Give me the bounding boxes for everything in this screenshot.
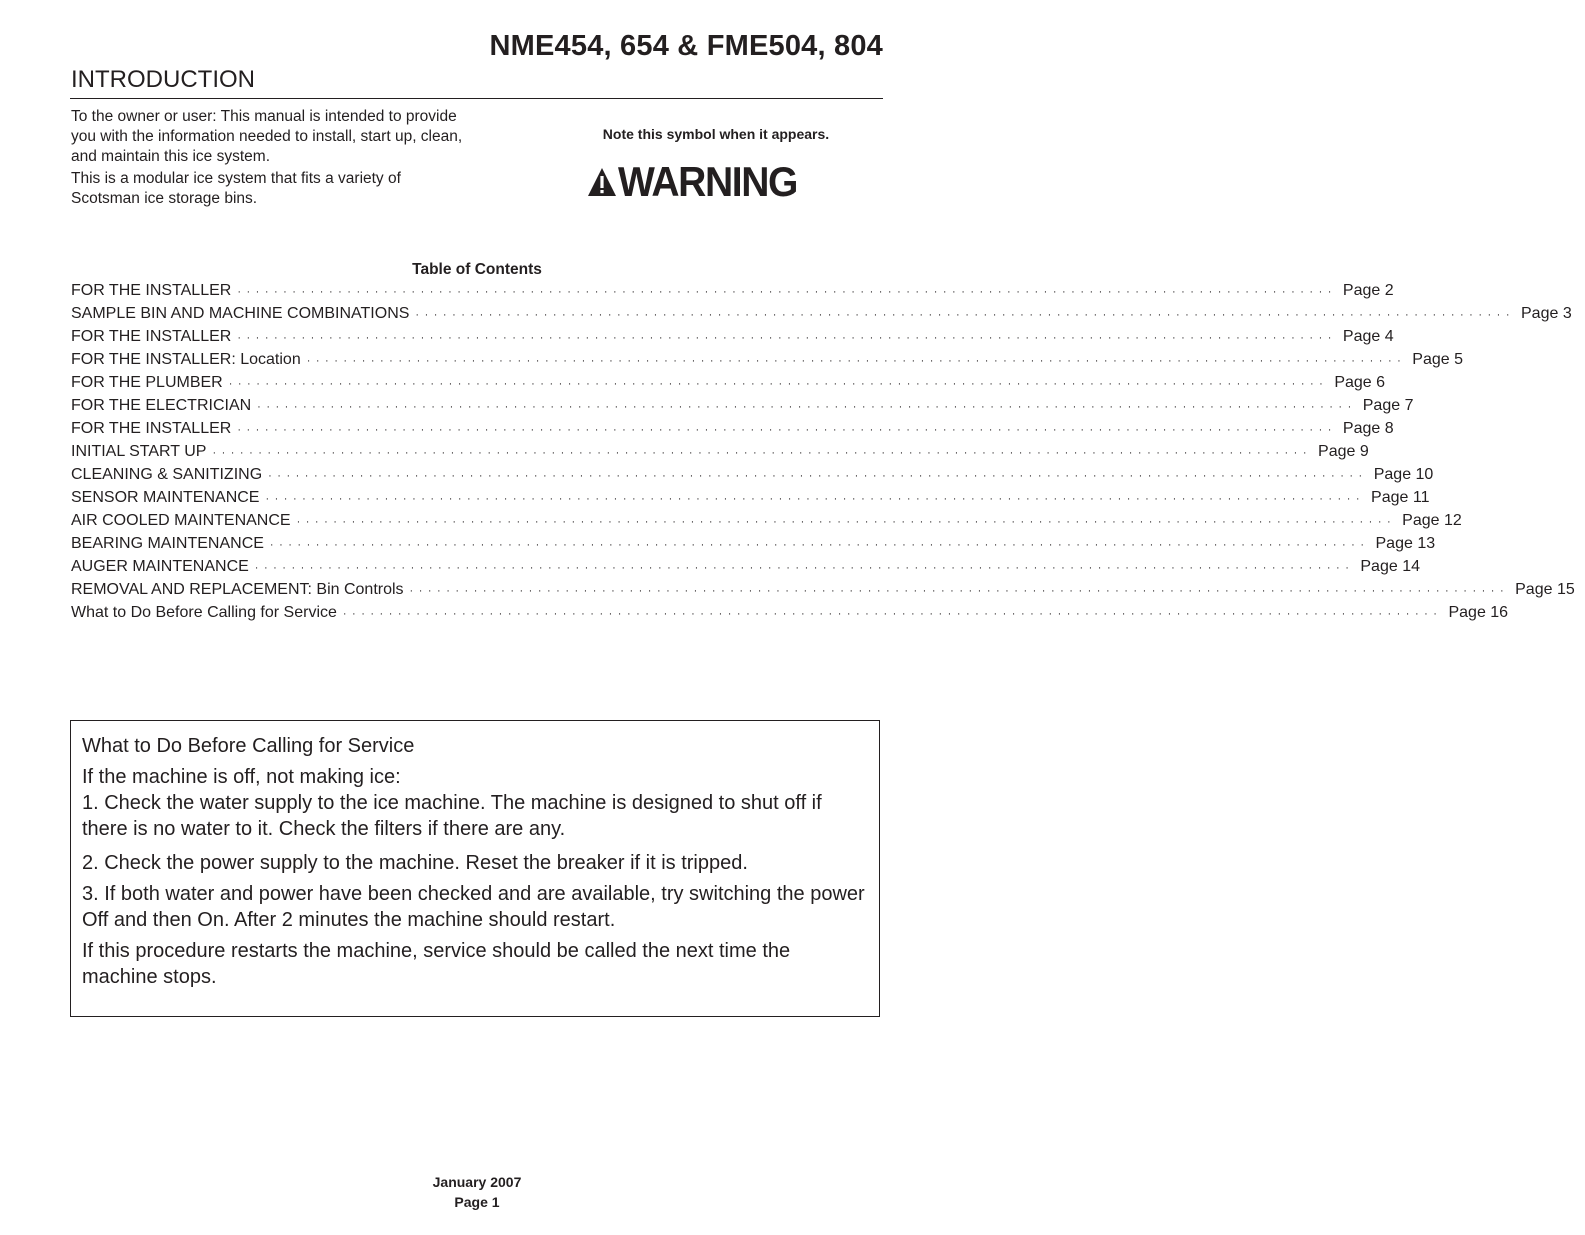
toc-entry-page: Page 14: [1360, 558, 1420, 575]
toc-dot-leader: ························································································································: [415, 309, 1515, 321]
toc-entry-title: FOR THE PLUMBER: [71, 374, 223, 391]
toc-entry-page: Page 5: [1412, 351, 1464, 368]
toc-entry[interactable]: [71, 463, 1434, 486]
toc-entry-title: FOR THE ELECTRICIAN: [71, 397, 252, 414]
footer-date: January 2007: [432, 1174, 522, 1190]
toc-entry[interactable]: [71, 486, 1430, 509]
service-step: 1. Check the water supply to the ice machine. The machine is designed to shut off if there is no water to it. Check the filters if there are any.: [82, 792, 822, 840]
toc-entry[interactable]: [71, 509, 1462, 532]
toc-dot-leader: ························································································································: [268, 470, 1368, 482]
toc-entry-title: FOR THE INSTALLER: [71, 328, 232, 345]
toc-entry-page: Page 9: [1318, 443, 1369, 460]
table-of-contents: [71, 279, 1575, 624]
toc-entry[interactable]: [71, 417, 1394, 440]
toc-entry[interactable]: [71, 601, 1509, 624]
toc-entry[interactable]: [71, 440, 1369, 463]
toc-entry-title: AIR COOLED MAINTENANCE: [71, 512, 291, 529]
toc-entry-page: Page 12: [1402, 512, 1462, 529]
intro-paragraph: This is a modular ice system that fits a variety of Scotsman ice storage bins.: [71, 170, 401, 207]
service-step: 2. Check the power supply to the machine. Reset the breaker if it is tripped.: [82, 852, 748, 874]
toc-dot-leader: ························································································································: [237, 332, 1337, 344]
warning-label: WARNING: [618, 158, 798, 205]
toc-dot-leader: ························································································································: [237, 286, 1337, 298]
toc-entry-title: REMOVAL AND REPLACEMENT: Bin Controls: [71, 581, 404, 598]
service-closing: If this procedure restarts the machine, service should be called the next time the machine stops.: [82, 940, 791, 988]
toc-entry-title: CLEANING & SANITIZING: [71, 466, 263, 483]
intro-paragraph: To the owner or user: This manual is intended to provide you with the information needed to install, start up, clean, and maintain this ice system.: [71, 108, 463, 165]
footer: [0, 1172, 954, 1212]
toc-entry[interactable]: [71, 394, 1414, 417]
toc-entry-title: SAMPLE BIN AND MACHINE COMBINATIONS: [71, 305, 410, 322]
toc-entry-title: SENSOR MAINTENANCE: [71, 489, 260, 506]
toc-entry-title: INITIAL START UP: [71, 443, 207, 460]
toc-entry[interactable]: [71, 279, 1394, 302]
header-rule: [70, 98, 883, 99]
intro-text: [71, 107, 471, 211]
toc-entry-title: FOR THE INSTALLER: Location: [71, 351, 301, 368]
toc-dot-leader: ························································································································: [409, 585, 1510, 597]
toc-entry[interactable]: [71, 302, 1572, 325]
toc-entry[interactable]: [71, 532, 1436, 555]
model-title: NME454, 654 & FME504, 804: [489, 30, 883, 62]
service-condition: If the machine is off, not making ice:: [82, 766, 401, 788]
toc-entry[interactable]: [71, 371, 1386, 394]
service-step: 3. If both water and power have been checked and are available, try switching the power Off and then On. After 2 minutes the machine should restart.: [82, 883, 865, 931]
warning-symbol: [587, 160, 811, 204]
service-heading: What to Do Before Calling for Service: [82, 735, 415, 757]
toc-entry[interactable]: [71, 325, 1394, 348]
toc-dot-leader: ························································································································: [265, 493, 1366, 505]
toc-entry-title: What to Do Before Calling for Service: [71, 604, 337, 621]
toc-dot-leader: ························································································································: [342, 608, 1443, 620]
toc-dot-leader: ························································································································: [228, 378, 1329, 390]
section-title: INTRODUCTION: [71, 66, 255, 93]
page-number: Page 1: [454, 1194, 500, 1210]
toc-dot-leader: ························································································································: [296, 516, 1397, 528]
toc-heading: Table of Contents: [412, 261, 542, 278]
service-box: [70, 720, 880, 1017]
toc-dot-leader: ························································································································: [237, 424, 1337, 436]
toc-entry-page: Page 13: [1375, 535, 1436, 552]
toc-entry-title: BEARING MAINTENANCE: [71, 535, 264, 552]
toc-entry-page: Page 6: [1334, 374, 1386, 391]
toc-entry[interactable]: [71, 348, 1464, 371]
toc-entry-page: Page 11: [1371, 489, 1430, 506]
toc-dot-leader: ························································································································: [212, 447, 1313, 459]
toc-entry-page: Page 3: [1521, 305, 1572, 322]
toc-entry-title: FOR THE INSTALLER: [71, 282, 232, 299]
toc-entry-page: Page 7: [1362, 397, 1414, 414]
toc-entry-page: Page 16: [1448, 604, 1509, 621]
symbol-note: Note this symbol when it appears.: [602, 126, 830, 142]
toc-dot-leader: ························································································································: [254, 562, 1355, 574]
toc-entry-page: Page 4: [1342, 328, 1394, 345]
toc-entry-page: Page 8: [1342, 420, 1394, 437]
toc-entry-page: Page 15: [1515, 581, 1575, 598]
toc-dot-leader: ························································································································: [257, 401, 1357, 413]
toc-entry-page: Page 10: [1373, 466, 1434, 483]
toc-entry-page: Page 2: [1342, 282, 1394, 299]
warning-triangle-icon: [587, 167, 617, 197]
toc-entry-title: AUGER MAINTENANCE: [71, 558, 249, 575]
toc-entry-title: FOR THE INSTALLER: [71, 420, 232, 437]
toc-entry[interactable]: [71, 555, 1420, 578]
toc-dot-leader: ························································································································: [269, 539, 1370, 551]
toc-entry[interactable]: [71, 578, 1575, 601]
toc-dot-leader: ························································································································: [306, 355, 1407, 367]
